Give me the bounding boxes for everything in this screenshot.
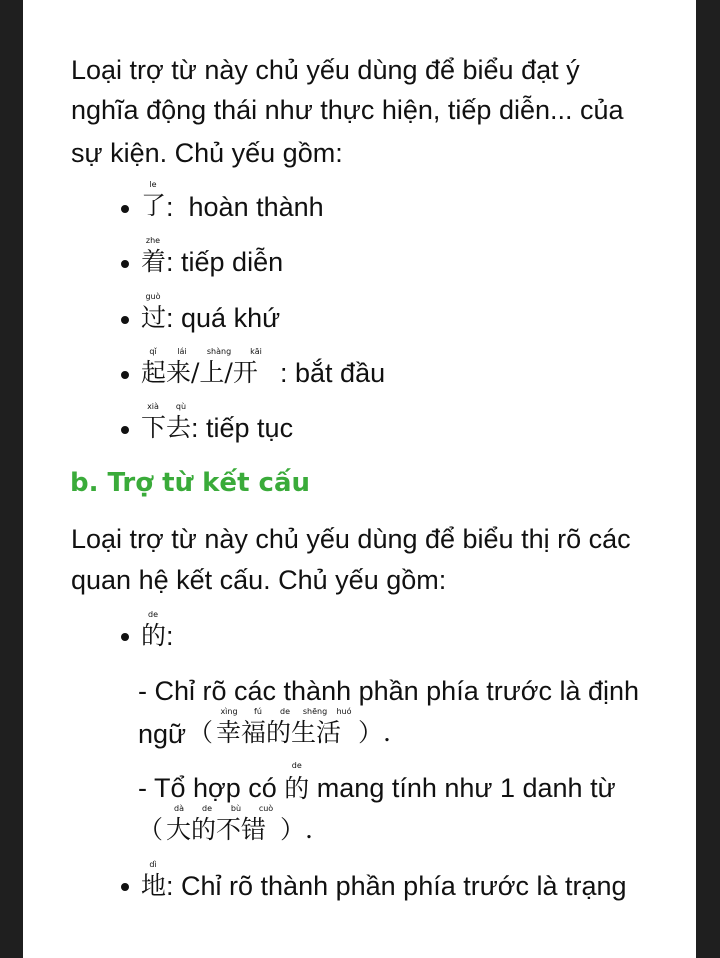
pinyin-de: de [148,610,158,619]
bullet-dot [121,316,129,324]
pinyin-kai: kāi [250,347,262,356]
hanzi-de-inline: de 的 [284,761,310,803]
bullet-dot [121,260,129,268]
pinyin-qu: qù [175,402,187,411]
section-b-heading: b. Trợ từ kết cấu [70,468,311,498]
pinyin-huo: huó [336,707,352,716]
pinyin-fu: fú [254,707,262,716]
pinyin-de-inline: de [291,761,302,770]
pinyin-guo: guò [145,292,161,301]
pinyin-di: dì [149,860,157,869]
item-qilai-meaning: : bắt đầu [280,358,386,388]
pinyin-de: de [280,707,290,716]
bullet-dot [121,633,129,641]
pinyin-xing: xìng [220,707,238,716]
pinyin-le: le [149,180,157,189]
pinyin-shang: shàng [206,347,232,356]
de-sub1-line1: - Chỉ rõ các thành phần phía trước là định [138,676,640,706]
de-sub1-paren-close: ）. [358,718,391,747]
bullet-dot [121,883,129,891]
item-xiaqu-meaning: : tiếp tục [191,413,294,443]
hanzi-de: 的 [141,621,167,650]
pinyin-cuo: cuò [258,804,274,813]
de-sub1-paren-open: （ [188,718,214,747]
item-guo-meaning: : quá khứ [166,303,281,333]
pinyin-sheng: shēng [302,707,328,716]
hanzi-guo: 过 [141,303,167,332]
pinyin-lai: lái [177,347,187,356]
section-b-line-1: Loại trợ từ này chủ yếu dùng để biểu thị rõ các [71,524,631,554]
intro-line-1: Loại trợ từ này chủ yếu dùng để biểu đạt ý [71,55,580,85]
hanzi-example-big-is-good: 大的不错 [166,815,267,844]
pinyin-zhe: zhe [145,236,161,245]
pinyin-xia: xià [147,402,159,411]
de-sub2-paren-open: （ [138,815,164,844]
hanzi-xiaqu: 下去 [141,413,192,442]
de-sub1-prefix: ngữ [138,719,187,749]
item-le-meaning: : hoàn thành [166,192,324,222]
item-zhe-meaning: : tiếp diễn [166,247,284,277]
hanzi-zhe: 着 [141,247,167,276]
de-sub2-line1: - Tổ hợp có de 的 mang tính như 1 danh từ [138,761,616,803]
pinyin-bu: bù [230,804,242,813]
pinyin-qi: qǐ [149,347,157,356]
document-page [23,0,696,958]
intro-line-2: nghĩa động thái như thực hiện, tiếp diễn... của [71,95,624,125]
de-item-colon: : [166,621,174,651]
pinyin-de: de [202,804,212,813]
hanzi-example-happy-life: 幸福的生活 [216,718,342,747]
pinyin-da: dà [174,804,184,813]
bullet-dot [121,426,129,434]
hanzi-di: 地 [141,871,167,900]
hanzi-le: 了 [141,191,167,220]
section-b-line-2: quan hệ kết cấu. Chủ yếu gồm: [71,565,447,595]
intro-line-3: sự kiện. Chủ yếu gồm: [71,138,343,168]
bullet-dot [121,205,129,213]
de-sub2-paren-close: ）. [280,815,313,844]
di-item-meaning: : Chỉ rõ thành phần phía trước là trạng [166,871,627,901]
hanzi-qilai-shang-kai: 起来/上/开 [141,358,258,387]
bullet-dot [121,371,129,379]
